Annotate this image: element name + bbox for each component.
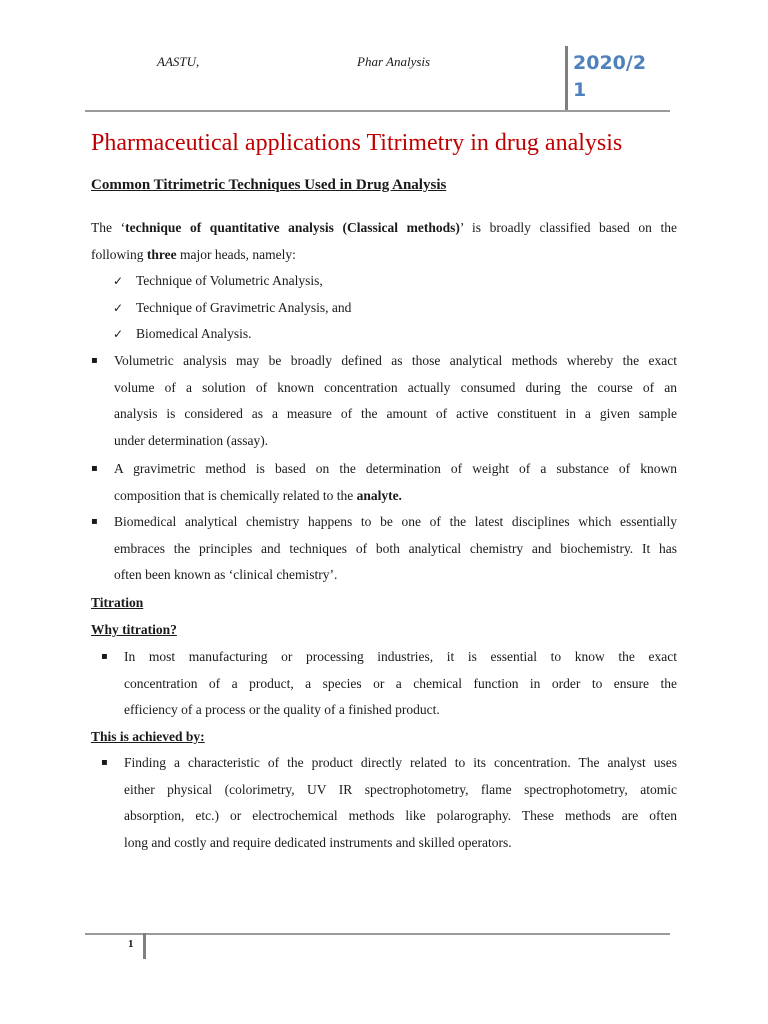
check-item-text: Biomedical Analysis. (136, 326, 252, 342)
bullet-line: under determination (assay). (114, 433, 269, 449)
bullet-line: Biomedical analytical chemistry happens to be one of the latest disciplines which essentially (114, 514, 677, 529)
achieved-bullet (101, 750, 677, 857)
page-title: Pharmaceutical applications Titrimetry in drug analysis (91, 130, 623, 156)
titration-heading: Titration (91, 595, 144, 610)
bullet-line (114, 483, 677, 510)
bullet-line: In most manufacturing or processing industries, it is essential to know the exact (124, 649, 677, 664)
bullet-gravimetric (91, 456, 677, 509)
list-item (113, 321, 613, 348)
bullet-line: Finding a characteristic of the product directly related to its concentration. The analyst uses (124, 755, 677, 770)
header-left: AASTU, (157, 54, 200, 69)
list-item (113, 268, 613, 295)
checkmark-icon: ✓ (113, 300, 124, 315)
intro-text: ’ is broadly classified based on the (459, 220, 677, 235)
intro-text: The ‘ (91, 220, 126, 235)
bullet-biomedical (91, 509, 677, 589)
square-bullet-icon: ▪ (101, 651, 108, 662)
bullet-line: often been known as ‘clinical chemistry’. (114, 567, 338, 583)
bullet-volumetric (91, 348, 677, 455)
intro-bold: technique of quantitative analysis (Classical methods) (125, 220, 460, 235)
why-titration-bullet (101, 644, 677, 724)
list-item (113, 295, 613, 322)
checkmark-icon: ✓ (113, 274, 124, 288)
page-number: 1 (128, 938, 134, 950)
bullet-line: A gravimetric method is based on the determination of weight of a substance of known (114, 461, 677, 476)
intro-line-1 (91, 215, 677, 242)
bullet-line: absorption, etc.) or electrochemical methods like polarography. These methods are often (124, 808, 677, 824)
bullet-line: embraces the principles and techniques of both analytical chemistry and biochemistry. It has (114, 540, 677, 556)
header-year: 2020/2 1 (573, 52, 647, 101)
bullet-text: composition that is chemically related to the (114, 487, 357, 503)
intro-paragraph (91, 215, 677, 268)
header-divider (565, 46, 568, 112)
bullet-line: Volumetric analysis may be broadly defined as those analytical methods whereby the exact (114, 353, 677, 368)
intro-text: following (91, 246, 147, 262)
header-rule (85, 110, 670, 112)
bullet-line: analysis is considered as a measure of the amount of active constituent in a given sample (114, 406, 677, 422)
intro-text: major heads, namely: (176, 246, 296, 262)
why-titration-heading: Why titration? (91, 622, 177, 637)
footer-divider (143, 933, 146, 959)
intro-line-2 (91, 242, 677, 269)
bullet-bold: analyte. (356, 487, 402, 503)
check-list (113, 268, 613, 348)
bullet-line: either physical (colorimetry, UV IR spectrophotometry, flame spectrophotometry, atomic (124, 781, 677, 797)
square-bullet-icon: ▪ (101, 757, 108, 768)
square-bullet-icon: ▪ (91, 516, 98, 527)
checkmark-icon: ✓ (113, 327, 124, 342)
header-center: Phar Analysis (357, 54, 431, 69)
bullet-line: long and costly and require dedicated instruments and skilled operators. (124, 835, 512, 851)
intro-bold: three (146, 246, 177, 262)
bullet-line: concentration of a product, a species or a chemical function in order to ensure the (124, 675, 677, 691)
achieved-heading: This is achieved by: (91, 729, 205, 744)
bullet-line: efficiency of a process or the quality of a finished product. (124, 702, 440, 718)
square-bullet-icon: ▪ (91, 463, 98, 474)
bullet-line: volume of a solution of known concentration actually consumed during the course of an (114, 379, 677, 395)
section-subtitle: Common Titrimetric Techniques Used in Drug Analysis (91, 177, 447, 193)
footer-rule (85, 933, 670, 935)
check-item-text: Technique of Gravimetric Analysis, and (136, 299, 352, 315)
square-bullet-icon: ▪ (91, 355, 98, 366)
check-item-text: Technique of Volumetric Analysis, (136, 273, 323, 288)
